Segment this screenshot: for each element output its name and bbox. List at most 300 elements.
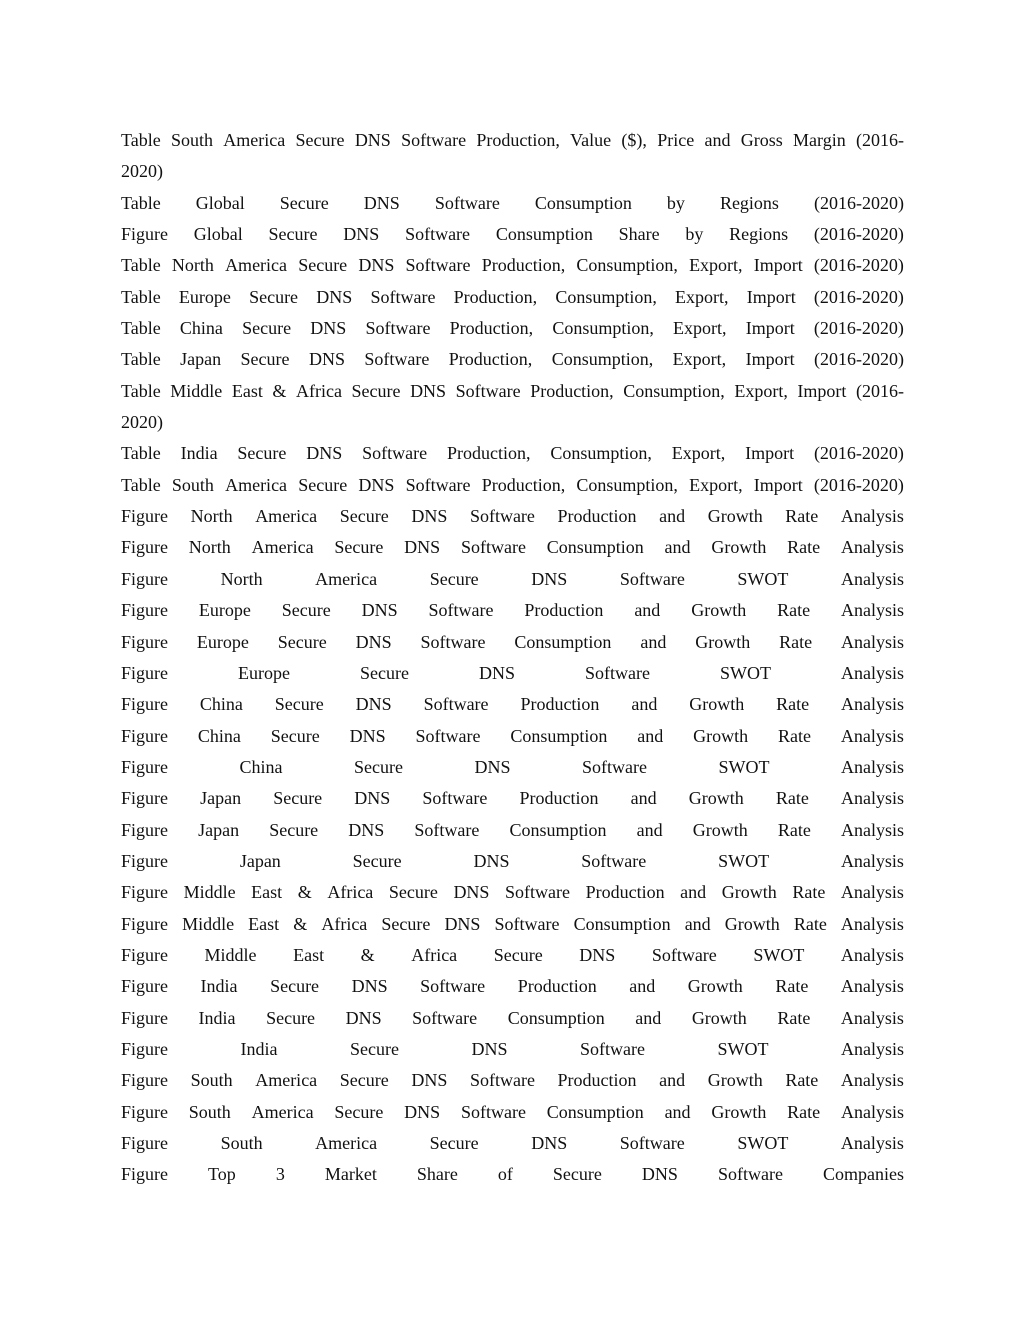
word: Figure [121, 1038, 168, 1059]
word: DNS [411, 506, 448, 527]
word: Secure [429, 568, 479, 589]
word: Analysis [840, 537, 904, 558]
word: Secure [352, 850, 402, 871]
word: Europe [198, 600, 251, 621]
text-line [121, 501, 904, 532]
word: and [635, 1007, 662, 1028]
word: Production, [481, 474, 566, 495]
word: Price [657, 130, 695, 150]
word: Regions [719, 192, 779, 213]
word: Software [469, 506, 535, 527]
word: Analysis [841, 694, 904, 715]
word: Consumption [534, 192, 632, 213]
word: Software [651, 944, 717, 965]
word: Export, [673, 318, 727, 339]
word: Secure [552, 1164, 602, 1185]
word: Global [193, 224, 243, 245]
word: Production, [448, 349, 533, 370]
word: Software [405, 224, 471, 245]
word: America [223, 130, 286, 150]
word: Consumption [510, 725, 608, 746]
word: Rate [785, 1070, 819, 1091]
word: Analysis [840, 662, 904, 683]
word: Table [121, 286, 161, 307]
word: Africa [411, 944, 458, 965]
word: Rate [787, 1101, 821, 1122]
word: Figure [121, 1007, 168, 1028]
text-line [121, 877, 904, 908]
word: by [685, 224, 704, 245]
word: Growth [689, 694, 745, 715]
word: Secure [240, 349, 290, 370]
word: Export, [671, 443, 726, 464]
word: Production [520, 694, 600, 715]
word: Software [460, 1101, 526, 1122]
word: and [630, 788, 657, 809]
word: Figure [121, 819, 168, 840]
word: and [659, 506, 686, 527]
word: Secure [242, 318, 292, 339]
word: Secure [493, 944, 543, 965]
word: Production, [449, 318, 534, 339]
word: East [231, 380, 263, 401]
text-line [121, 627, 904, 658]
text-line [121, 846, 904, 877]
word: North [188, 537, 231, 558]
word: Import [797, 380, 847, 401]
word: Consumption, [576, 474, 678, 495]
word: & [360, 944, 375, 965]
word: Rate [785, 506, 819, 527]
text-line [121, 595, 904, 626]
word: Import [745, 318, 795, 339]
word: Secure [266, 1007, 316, 1028]
word: and [664, 1101, 691, 1122]
word: Japan [200, 788, 242, 809]
word: Analysis [840, 976, 904, 997]
word: 3 [275, 1164, 285, 1185]
word: Export, [734, 380, 788, 401]
word: DNS [310, 318, 347, 339]
text-line [121, 313, 904, 344]
word: Software [434, 192, 500, 213]
word: DNS [355, 694, 392, 715]
word: Analysis [840, 756, 904, 777]
word: Table [121, 474, 161, 495]
word: South [171, 130, 214, 150]
word: Figure [121, 725, 168, 746]
word: Table [121, 443, 161, 464]
word: Regions [729, 224, 789, 245]
word: DNS [579, 944, 616, 965]
word: DNS [531, 1133, 568, 1153]
word: Software [579, 1038, 645, 1059]
word: Secure [349, 1038, 399, 1059]
word: Secure [270, 976, 320, 997]
word: Figure [121, 224, 168, 245]
word: Production, [530, 380, 614, 401]
word: Figure [121, 882, 168, 903]
word: Import [745, 349, 795, 370]
word: Software [469, 1070, 535, 1091]
word: Consumption, [555, 286, 657, 307]
word: Figure [121, 913, 168, 934]
word: Analysis [840, 725, 904, 746]
word: Analysis [840, 1070, 904, 1091]
word: DNS [354, 788, 391, 809]
word: Import [753, 255, 803, 276]
word: Export, [689, 474, 743, 495]
word: Companies [822, 1164, 904, 1185]
word: Software [494, 913, 560, 934]
word: Africa [327, 882, 374, 903]
word: Rate [777, 600, 811, 621]
word: Consumption, [576, 255, 678, 276]
word: (2016-2020) [813, 474, 904, 495]
word: Analysis [840, 944, 904, 965]
word: Software [420, 976, 486, 997]
text-line [121, 564, 904, 595]
word: Software [370, 286, 436, 307]
word: Figure [121, 976, 168, 997]
word: Export, [675, 286, 729, 307]
word: Figure [121, 600, 168, 621]
word: Secure [277, 631, 327, 652]
text-line [121, 219, 904, 250]
word: Secure [269, 819, 319, 840]
word: Consumption [495, 224, 593, 245]
word: Middle [170, 380, 223, 401]
word: Table [121, 318, 161, 339]
word: India [180, 443, 218, 464]
word: Figure [121, 694, 168, 715]
word: and [704, 130, 731, 150]
word: Consumption [509, 819, 607, 840]
word: South [171, 474, 214, 495]
word: Consumption, [550, 443, 652, 464]
word: East [293, 944, 325, 965]
word: China [197, 725, 241, 746]
word: Growth [711, 537, 767, 558]
word: North [171, 255, 214, 276]
word: DNS [349, 725, 386, 746]
word: Middle [183, 882, 236, 903]
text-line [121, 721, 904, 752]
word: ($), [621, 130, 647, 150]
text-line [121, 1128, 904, 1159]
word: and [640, 631, 667, 652]
word: Consumption, [623, 380, 725, 401]
word: of [497, 1164, 513, 1185]
word: Margin [793, 130, 846, 150]
word: Software [414, 819, 480, 840]
word: America [315, 1133, 378, 1153]
text-line [121, 752, 904, 783]
text-line [121, 1159, 904, 1190]
word: America [255, 506, 318, 527]
word: Production, [446, 443, 531, 464]
word: South [190, 1070, 233, 1091]
word: DNS [308, 349, 345, 370]
word: Figure [121, 788, 168, 809]
word: Consumption, [552, 318, 654, 339]
word: Secure [281, 600, 331, 621]
word: Growth [711, 1101, 767, 1122]
word: Import [746, 286, 796, 307]
word: Global [195, 192, 245, 213]
word: Growth [721, 882, 777, 903]
word: China [239, 756, 283, 777]
word: Value [570, 130, 612, 150]
word: Software [505, 882, 571, 903]
word: Japan [198, 819, 240, 840]
word: Analysis [841, 568, 904, 589]
word: Figure [121, 631, 168, 652]
word: and [684, 913, 711, 934]
word: America [225, 255, 288, 276]
word: North [190, 506, 233, 527]
word: Analysis [840, 600, 904, 621]
word: DNS [358, 474, 395, 495]
word: Middle [182, 913, 235, 934]
word: Figure [121, 1101, 168, 1122]
word: Table [121, 192, 161, 213]
word: Rate [793, 913, 827, 934]
word: Figure [121, 1070, 168, 1091]
word: SWOT [719, 662, 771, 683]
word: Consumption [573, 913, 671, 934]
text-line [121, 1065, 904, 1096]
word: China [199, 694, 243, 715]
word: Secure [354, 756, 403, 777]
word: Export, [689, 255, 743, 276]
word: Table [121, 255, 161, 276]
word: SWOT [718, 850, 770, 871]
text-line [121, 282, 904, 313]
word: Software [428, 600, 494, 621]
word: Secure [334, 1101, 384, 1122]
word: (2016-2020) [814, 349, 904, 370]
word: Rate [775, 976, 809, 997]
word: Secure [359, 662, 409, 683]
word: Software [362, 443, 428, 464]
word: Software [584, 662, 650, 683]
word: DNS [316, 286, 353, 307]
word: North [220, 568, 263, 589]
word: (2016-2020) [813, 286, 904, 307]
word: East [251, 882, 283, 903]
text-line [121, 250, 904, 281]
word: Analysis [840, 788, 904, 809]
word: Growth [724, 913, 780, 934]
word: Software [619, 1133, 685, 1153]
word: & [293, 913, 308, 934]
word: India [198, 1007, 236, 1028]
word: Secure [334, 537, 384, 558]
word: Export, [672, 349, 727, 370]
word: by [666, 192, 685, 213]
word: Secure [249, 286, 299, 307]
word: Software [460, 537, 526, 558]
word: and [634, 600, 661, 621]
word: Secure [274, 694, 324, 715]
word: Figure [121, 568, 168, 589]
word: China [179, 318, 223, 339]
word: Share [416, 1164, 458, 1185]
word: SWOT [737, 568, 789, 589]
word: Share [618, 224, 660, 245]
word: Rate [787, 537, 821, 558]
word: America [251, 537, 314, 558]
word: Analysis [840, 506, 904, 527]
word: Secure [388, 882, 438, 903]
word: Software [619, 568, 685, 589]
word: Production [557, 1070, 637, 1091]
word: Growth [691, 600, 747, 621]
word: SWOT [718, 756, 770, 777]
word: Software [415, 725, 481, 746]
word: Secure [351, 380, 401, 401]
word: Analysis [840, 1007, 904, 1028]
word: Table [121, 349, 161, 370]
word: Rate [792, 882, 826, 903]
word: Secure [381, 913, 431, 934]
word: Rate [779, 631, 813, 652]
word: India [200, 976, 238, 997]
word: South [220, 1133, 263, 1153]
word: Analysis [840, 819, 904, 840]
word: Software [420, 631, 486, 652]
word: (2016-2020) [813, 255, 904, 276]
word: Rate [777, 1007, 811, 1028]
word: Secure [339, 1070, 389, 1091]
word: Consumption, [551, 349, 654, 370]
text-line [121, 689, 904, 720]
word: Gross [740, 130, 783, 150]
word: Growth [687, 976, 743, 997]
word: Figure [121, 1133, 168, 1153]
word: Figure [121, 1164, 168, 1185]
word: Software [582, 756, 647, 777]
word: Growth [688, 788, 744, 809]
text-line [121, 344, 904, 375]
text-line [121, 1003, 904, 1034]
word: (2016-2020) [813, 318, 904, 339]
word: Software [422, 788, 488, 809]
word: America [251, 1101, 314, 1122]
word: and [637, 725, 664, 746]
word: Top [208, 1164, 236, 1185]
word: Europe [178, 286, 231, 307]
word: & [297, 882, 312, 903]
word: (2016-2020) [813, 192, 904, 213]
word: DNS [363, 192, 400, 213]
word: Figure [121, 756, 168, 777]
word: Analysis [840, 913, 904, 934]
word: Secure [298, 255, 348, 276]
word: DNS [361, 600, 398, 621]
word: and [664, 537, 691, 558]
word: Rate [775, 788, 809, 809]
word: Production, [453, 286, 538, 307]
text-line: 2020) [121, 412, 163, 433]
text-line [121, 188, 904, 219]
word: (2016-2020) [813, 224, 904, 245]
word: Market [324, 1164, 377, 1185]
word: Production [519, 788, 599, 809]
word: SWOT [717, 1038, 769, 1059]
word: Software [365, 318, 431, 339]
word: Analysis [840, 850, 904, 871]
word: DNS [453, 882, 490, 903]
word: Secure [268, 224, 318, 245]
word: Production [517, 976, 597, 997]
word: DNS [478, 662, 515, 683]
word: Japan [180, 349, 222, 370]
word: Figure [121, 662, 168, 683]
word: Growth [707, 1070, 763, 1091]
word: Figure [121, 537, 168, 558]
word: Rate [778, 725, 811, 746]
word: SWOT [753, 944, 805, 965]
word: Growth [691, 1007, 747, 1028]
text-line [121, 909, 904, 940]
word: America [225, 474, 288, 495]
word: Software [412, 1007, 478, 1028]
word: Figure [121, 850, 168, 871]
word: America [315, 568, 378, 589]
word: Secure [279, 192, 329, 213]
word: DNS [411, 1070, 448, 1091]
word: Software [581, 850, 647, 871]
word: Software [423, 694, 489, 715]
word: South [188, 1101, 231, 1122]
word: Software [364, 349, 430, 370]
word: Software [717, 1164, 783, 1185]
word: DNS [444, 913, 481, 934]
word: Africa [321, 913, 368, 934]
word: Table [121, 380, 161, 401]
word: Software [401, 130, 467, 150]
text-line [121, 815, 904, 846]
word: DNS [404, 537, 441, 558]
word: SWOT [737, 1133, 789, 1153]
word: DNS [348, 819, 385, 840]
word: (2016- [855, 380, 904, 401]
word: Analysis [840, 882, 904, 903]
word: Secure [273, 788, 323, 809]
text-line [121, 658, 904, 689]
text-line: 2020) [121, 161, 163, 182]
word: Analysis [840, 1101, 904, 1122]
word: DNS [474, 756, 511, 777]
word: Rate [777, 819, 811, 840]
word: DNS [358, 255, 395, 276]
text-line [121, 470, 904, 501]
word: Growth [695, 631, 751, 652]
word: DNS [351, 976, 388, 997]
word: Europe [238, 662, 290, 683]
word: Growth [707, 506, 763, 527]
word: Production [557, 506, 637, 527]
word: Production, [481, 255, 566, 276]
word: East [248, 913, 280, 934]
word: Secure [295, 130, 345, 150]
word: Secure [237, 443, 287, 464]
word: & [272, 380, 287, 401]
word: Consumption [546, 1101, 644, 1122]
word: Import [745, 443, 795, 464]
